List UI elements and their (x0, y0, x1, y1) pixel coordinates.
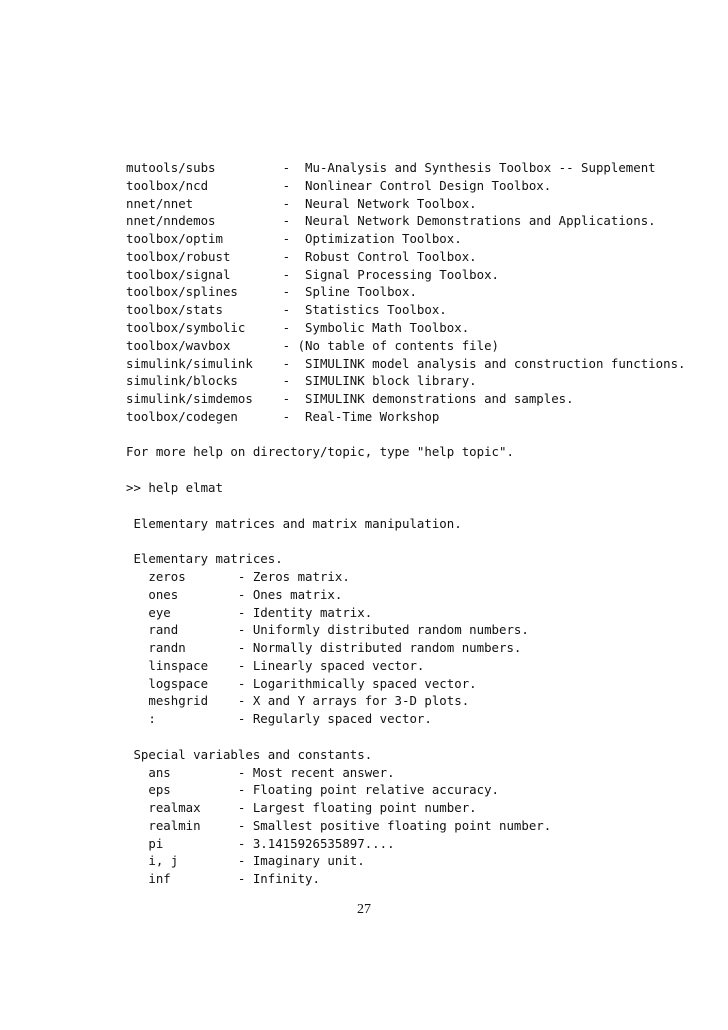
listing-line: rand - Uniformly distributed random numbers. (126, 622, 529, 638)
listing-line: simulink/blocks - SIMULINK block library. (126, 373, 477, 389)
listing-line: Elementary matrices. (126, 551, 283, 567)
listing-line: toolbox/robust - Robust Control Toolbox. (126, 248, 477, 264)
listing-line: nnet/nndemos - Neural Network Demonstrations and Applications. (126, 213, 656, 229)
listing-line: ones - Ones matrix. (126, 586, 343, 602)
listing-line: toolbox/splines - Spline Toolbox. (126, 284, 417, 300)
listing-line: i, j - Imaginary unit. (126, 853, 365, 869)
listing-line: simulink/simulink - SIMULINK model analysis and construction functions. (126, 355, 686, 371)
listing-line: randn - Normally distributed random numbers. (126, 640, 522, 656)
listing-line: mutools/subs - Mu-Analysis and Synthesis Toolbox -- Supplement (126, 160, 656, 175)
listing-line: For more help on directory/topic, type "help topic". (126, 444, 514, 460)
listing-line: logspace - Logarithmically spaced vector. (126, 675, 477, 691)
page-number: 27 (357, 902, 371, 917)
listing-line: ans - Most recent answer. (126, 764, 395, 780)
listing-line: toolbox/stats - Statistics Toolbox. (126, 302, 447, 318)
listing-line: toolbox/codegen - Real-Time Workshop (126, 408, 440, 424)
listing-line: linspace - Linearly spaced vector. (126, 657, 425, 673)
listing-line: zeros - Zeros matrix. (126, 568, 350, 584)
listing-line: pi - 3.1415926535897.... (126, 835, 395, 851)
listing-line: Elementary matrices and matrix manipulation. (126, 515, 462, 531)
listing-line: meshgrid - X and Y arrays for 3-D plots. (126, 693, 470, 709)
listing-line: toolbox/signal - Signal Processing Toolbox. (126, 266, 499, 282)
listing-line: toolbox/optim - Optimization Toolbox. (126, 231, 462, 247)
listing-line: toolbox/ncd - Nonlinear Control Design Toolbox. (126, 177, 552, 193)
listing-line: simulink/simdemos - SIMULINK demonstrations and samples. (126, 391, 574, 407)
listing-line: Special variables and constants. (126, 746, 373, 762)
listing-line: >> help elmat (126, 480, 223, 496)
listing-line: eye - Identity matrix. (126, 604, 373, 620)
listing-line: : - Regularly spaced vector. (126, 711, 432, 727)
listing-line: toolbox/symbolic - Symbolic Math Toolbox. (126, 320, 470, 336)
listing-line: realmin - Smallest positive floating point number. (126, 817, 552, 833)
listing-line: nnet/nnet - Neural Network Toolbox. (126, 195, 477, 211)
listing-line: realmax - Largest floating point number. (126, 800, 477, 816)
listing-line: toolbox/wavbox - (No table of contents file) (126, 337, 499, 353)
listing-line: inf - Infinity. (126, 871, 320, 887)
listing-line: eps - Floating point relative accuracy. (126, 782, 499, 798)
